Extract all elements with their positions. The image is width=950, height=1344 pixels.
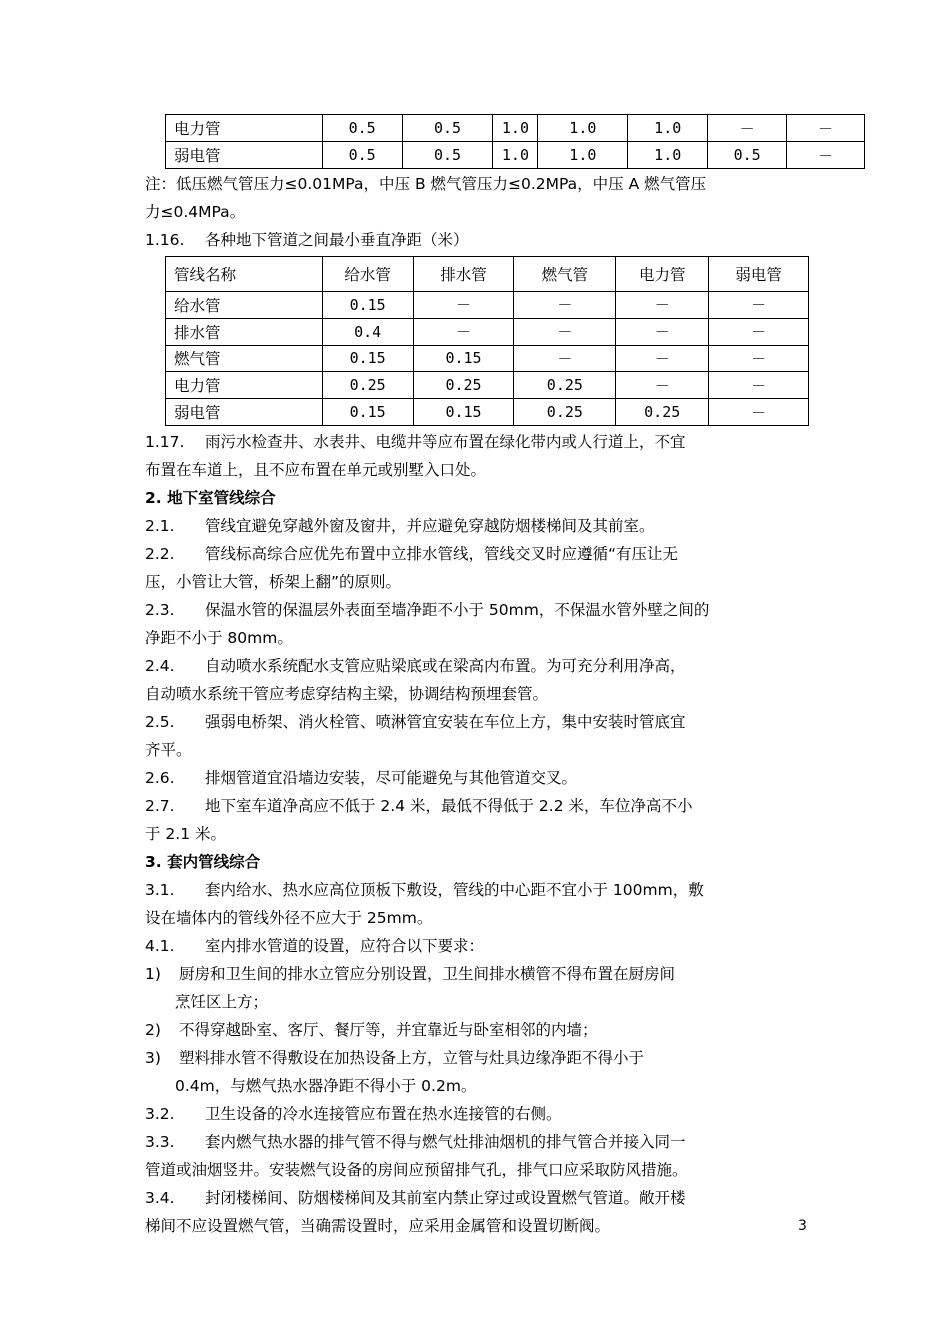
page-number: 3 bbox=[798, 1218, 807, 1234]
column-header: 管线名称 bbox=[166, 257, 323, 292]
table-cell: － bbox=[709, 292, 809, 319]
table-cell: － bbox=[514, 292, 616, 319]
section-3-1-line-2: 设在墙体内的管线外径不应大于 25mm。 bbox=[145, 909, 433, 927]
heading-3: 3. 套内管线综合 bbox=[145, 853, 261, 871]
table-cell: 1.0 bbox=[493, 115, 538, 142]
table-cell: 1.0 bbox=[538, 115, 628, 142]
section-3-4-line-2: 梯间不应设置燃气管，当确需设置时，应采用金属管和设置切断阀。 bbox=[145, 1217, 611, 1235]
column-header: 燃气管 bbox=[514, 257, 616, 292]
section-2-6 bbox=[145, 767, 825, 789]
section-3-3-line-1 bbox=[145, 1131, 825, 1153]
section-text: 室内排水管道的设置，应符合以下要求： bbox=[205, 937, 485, 955]
table-cell: － bbox=[708, 115, 787, 142]
section-number: 4.1. bbox=[145, 937, 175, 955]
table-row bbox=[166, 399, 809, 426]
row-label: 排水管 bbox=[166, 318, 323, 345]
list-number: 1) bbox=[145, 965, 161, 983]
list-number: 2) bbox=[145, 1021, 161, 1039]
table-cell: 0.15 bbox=[413, 345, 514, 372]
section-1-16 bbox=[145, 229, 825, 251]
section-text: 套内燃气热水器的排气管不得与燃气灶排油烟机的排气管合并接入同一 bbox=[205, 1133, 686, 1151]
table-cell: 0.5 bbox=[402, 142, 493, 169]
table-cell: 1.0 bbox=[538, 142, 628, 169]
note-line-1: 注：低压燃气管压力≤0.01MPa，中压 B 燃气管压力≤0.2MPa，中压 A 燃气管压 bbox=[145, 175, 707, 193]
table-row bbox=[166, 115, 865, 142]
list-text: 不得穿越卧室、客厅、餐厅等，并宜靠近与卧室相邻的内墙； bbox=[179, 1021, 598, 1039]
section-1-17-line-2: 布置在车道上，且不应布置在单元或别墅入口处。 bbox=[145, 461, 487, 479]
section-text: 地下室车道净高应不低于 2.4 米，最低不得低于 2.2 米，车位净高不小 bbox=[205, 797, 693, 815]
table-row bbox=[166, 318, 809, 345]
table-cell: － bbox=[413, 292, 514, 319]
table-header-row bbox=[166, 257, 809, 292]
section-2-4-line-1 bbox=[145, 655, 825, 677]
table-cell: － bbox=[616, 318, 709, 345]
list-item-1-line-2: 烹饪区上方； bbox=[175, 993, 269, 1011]
section-text: 各种地下管道之间最小垂直净距（米） bbox=[205, 231, 469, 249]
table-cell: － bbox=[709, 372, 809, 399]
list-item-3-line-2: 0.4m，与燃气热水器净距不得小于 0.2m。 bbox=[175, 1077, 477, 1095]
section-2-5-line-1 bbox=[145, 711, 825, 733]
section-number: 2.1. bbox=[145, 517, 175, 535]
section-text: 强弱电桥架、消火栓管、喷淋管宜安装在车位上方，集中安装时管底宜 bbox=[205, 713, 686, 731]
table-cell: － bbox=[709, 399, 809, 426]
table-row bbox=[166, 292, 809, 319]
section-2-7-line-2: 于 2.1 米。 bbox=[145, 825, 227, 843]
table-cell: － bbox=[787, 142, 865, 169]
section-number: 1.17. bbox=[145, 433, 185, 451]
table-cell: 1.0 bbox=[628, 115, 708, 142]
list-number: 3) bbox=[145, 1049, 161, 1067]
section-number: 3.2. bbox=[145, 1105, 175, 1123]
table-row bbox=[166, 345, 809, 372]
row-label: 电力管 bbox=[166, 115, 323, 142]
section-text: 雨污水检查井、水表井、电缆井等应布置在绿化带内或人行道上，不宜 bbox=[205, 433, 686, 451]
table-cell: 0.15 bbox=[322, 399, 413, 426]
table-cell: 1.0 bbox=[628, 142, 708, 169]
section-text: 套内给水、热水应高位顶板下敷设，管线的中心距不宜小于 100mm，敷 bbox=[205, 881, 704, 899]
section-text: 自动喷水系统配水支管应贴梁底或在梁高内布置。为可充分利用净高， bbox=[205, 657, 686, 675]
section-number: 3.1. bbox=[145, 881, 175, 899]
section-number: 2.7. bbox=[145, 797, 175, 815]
list-item-2 bbox=[145, 1019, 825, 1041]
section-2-2-line-1 bbox=[145, 543, 825, 565]
vertical-distance-table bbox=[165, 256, 809, 426]
section-text: 排烟管道宜沿墙边安装，尽可能避免与其他管道交叉。 bbox=[205, 769, 578, 787]
table-cell: － bbox=[616, 345, 709, 372]
table-cell: 0.25 bbox=[322, 372, 413, 399]
section-2-5-line-2: 齐平。 bbox=[145, 741, 192, 759]
table-cell: 0.25 bbox=[514, 399, 616, 426]
section-text: 卫生设备的冷水连接管应布置在热水连接管的右侧。 bbox=[205, 1105, 562, 1123]
row-label: 给水管 bbox=[166, 292, 323, 319]
section-text: 管线宜避免穿越外窗及窗井，并应避免穿越防烟楼梯间及其前室。 bbox=[205, 517, 655, 535]
section-3-1-line-1 bbox=[145, 879, 825, 901]
section-number: 1.16. bbox=[145, 231, 185, 249]
column-header: 电力管 bbox=[616, 257, 709, 292]
section-2-1 bbox=[145, 515, 825, 537]
table-cell: － bbox=[616, 292, 709, 319]
column-header: 弱电管 bbox=[709, 257, 809, 292]
table-row bbox=[166, 142, 865, 169]
section-text: 封闭楼梯间、防烟楼梯间及其前室内禁止穿过或设置燃气管道。敞开楼 bbox=[205, 1189, 686, 1207]
section-1-17-line-1 bbox=[145, 431, 825, 453]
section-number: 3.3. bbox=[145, 1133, 175, 1151]
section-2-4-line-2: 自动喷水系统干管应考虑穿结构主梁，协调结构预埋套管。 bbox=[145, 685, 549, 703]
section-text: 管线标高综合应优先布置中立排水管线，管线交叉时应遵循“有压让无 bbox=[205, 545, 679, 563]
table-cell: 0.15 bbox=[322, 345, 413, 372]
section-number: 2.6. bbox=[145, 769, 175, 787]
section-4-1 bbox=[145, 935, 825, 957]
row-label: 电力管 bbox=[166, 372, 323, 399]
section-number: 2.4. bbox=[145, 657, 175, 675]
table-cell: 0.25 bbox=[514, 372, 616, 399]
list-item-1-line-1 bbox=[145, 963, 825, 985]
section-3-3-line-2: 管道或油烟竖井。安装燃气设备的房间应预留排气孔，排气口应采取防风措施。 bbox=[145, 1161, 688, 1179]
table-cell: 1.0 bbox=[493, 142, 538, 169]
table-cell: 0.25 bbox=[413, 372, 514, 399]
table-cell: － bbox=[709, 345, 809, 372]
table-cell: 0.15 bbox=[413, 399, 514, 426]
section-2-7-line-1 bbox=[145, 795, 825, 817]
table-cell: － bbox=[413, 318, 514, 345]
note-line-2: 力≤0.4MPa。 bbox=[145, 203, 246, 221]
table-cell: － bbox=[514, 345, 616, 372]
section-2-3-line-1 bbox=[145, 599, 825, 621]
table-cell: 0.4 bbox=[322, 318, 413, 345]
table-cell: 0.5 bbox=[402, 115, 493, 142]
table-cell: － bbox=[616, 372, 709, 399]
table-cell: － bbox=[709, 318, 809, 345]
table-cell: 0.5 bbox=[708, 142, 787, 169]
horizontal-distance-table-continued bbox=[165, 114, 865, 169]
table-cell: － bbox=[514, 318, 616, 345]
list-text: 厨房和卫生间的排水立管应分别设置，卫生间排水横管不得布置在厨房间 bbox=[179, 965, 676, 983]
section-3-4-line-1 bbox=[145, 1187, 825, 1209]
table-row bbox=[166, 372, 809, 399]
section-number: 2.5. bbox=[145, 713, 175, 731]
list-text: 塑料排水管不得敷设在加热设备上方，立管与灶具边缘净距不得小于 bbox=[179, 1049, 645, 1067]
section-2-2-line-2: 压，小管让大管，桥架上翻”的原则。 bbox=[145, 573, 402, 591]
section-2-3-line-2: 净距不小于 80mm。 bbox=[145, 629, 293, 647]
table-cell: 0.25 bbox=[616, 399, 709, 426]
table-cell: － bbox=[787, 115, 865, 142]
list-item-3-line-1 bbox=[145, 1047, 825, 1069]
section-number: 2.3. bbox=[145, 601, 175, 619]
table-cell: 0.15 bbox=[322, 292, 413, 319]
heading-2: 2. 地下室管线综合 bbox=[145, 489, 276, 507]
section-3-2 bbox=[145, 1103, 825, 1125]
row-label: 弱电管 bbox=[166, 399, 323, 426]
section-text: 保温水管的保温层外表面至墙净距不小于 50mm，不保温水管外壁之间的 bbox=[205, 601, 710, 619]
row-label: 弱电管 bbox=[166, 142, 323, 169]
table-cell: 0.5 bbox=[322, 142, 402, 169]
row-label: 燃气管 bbox=[166, 345, 323, 372]
column-header: 排水管 bbox=[413, 257, 514, 292]
table-cell: 0.5 bbox=[322, 115, 402, 142]
section-number: 2.2. bbox=[145, 545, 175, 563]
column-header: 给水管 bbox=[322, 257, 413, 292]
section-number: 3.4. bbox=[145, 1189, 175, 1207]
